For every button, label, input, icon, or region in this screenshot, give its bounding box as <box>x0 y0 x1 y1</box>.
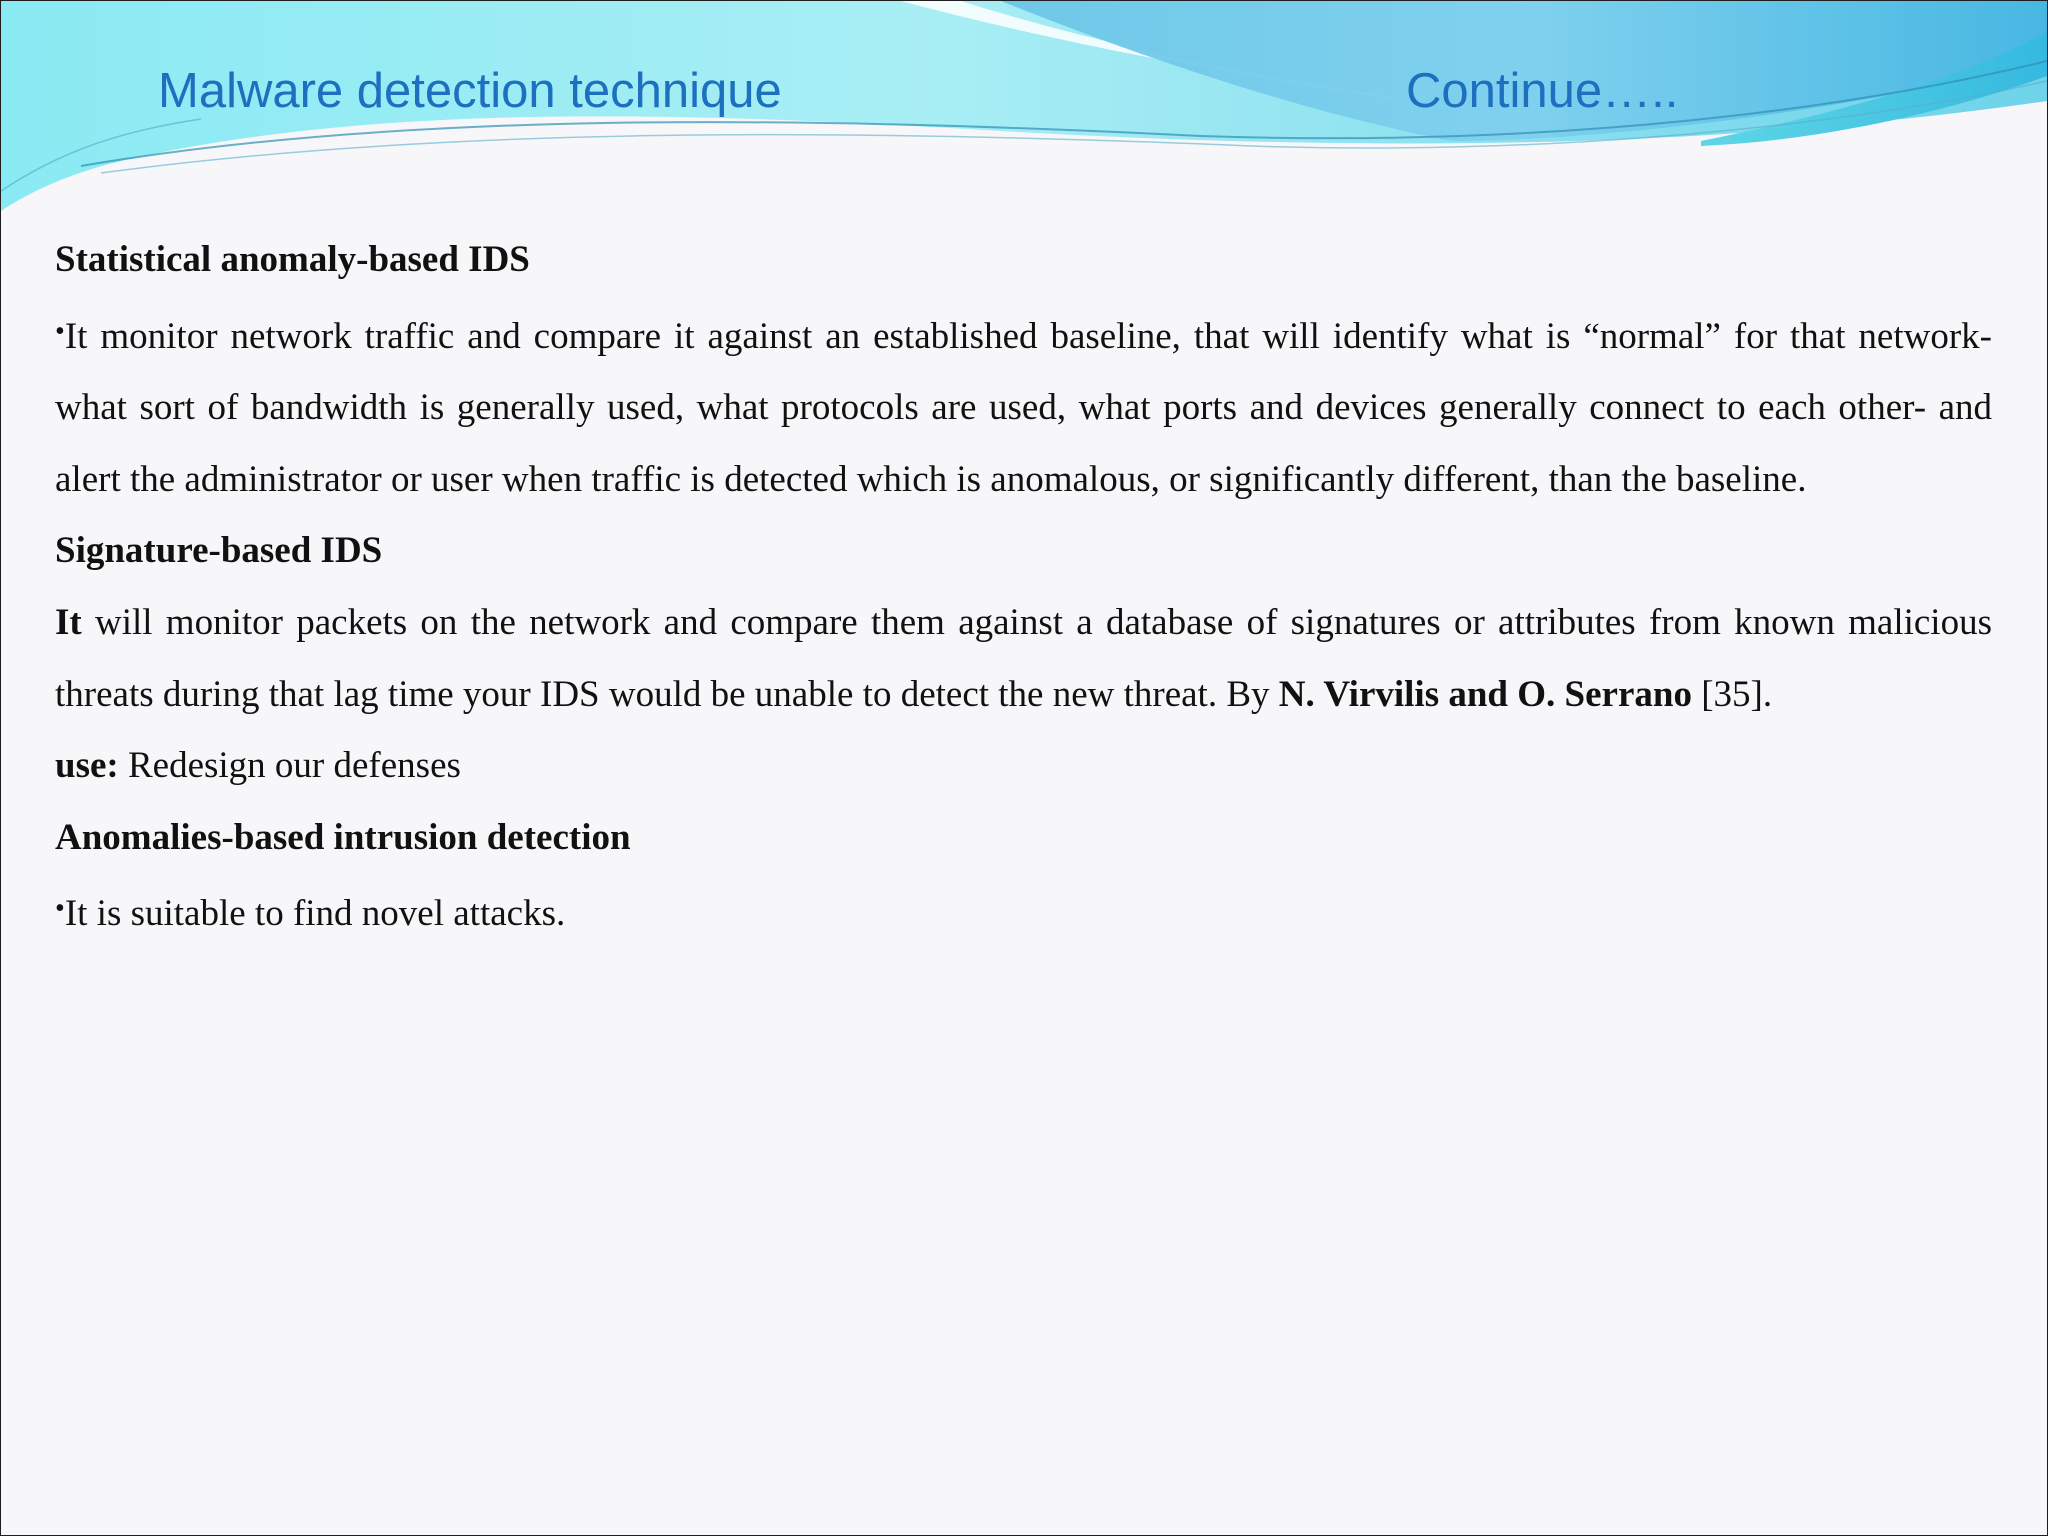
anomalies-text: It is suitable to find novel attacks. <box>64 893 566 935</box>
signature-citation: [35]. <box>1691 673 1773 715</box>
signature-ids-paragraph <box>55 587 1992 730</box>
header-wave-decoration <box>1 1 2047 241</box>
page-title: Malware detection technique <box>158 64 782 118</box>
statistical-ids-paragraph <box>55 296 1992 516</box>
continue-label: Continue….. <box>1406 64 1679 118</box>
anomalies-heading: Anomalies-based intrusion detection <box>55 816 631 858</box>
anomalies-paragraph <box>55 873 1992 950</box>
statistical-ids-heading: Statistical anomaly-based IDS <box>55 239 530 280</box>
bullet-icon: • <box>55 315 65 347</box>
slide-body <box>55 224 1992 950</box>
use-text: Redesign our defenses <box>118 745 461 787</box>
signature-text: will monitor packets on the network and compare them against a database of signatures or attributes from known malicious threats during that lag time your IDS would be unable to detect the new threat. By <box>55 601 1992 715</box>
use-line <box>55 730 1992 802</box>
signature-ids-heading: Signature-based IDS <box>55 530 383 572</box>
statistical-ids-text: It monitor network traffic and compare it against an established baseline, that will identify what is “normal” for that network- what sort of bandwidth is generally used, what protocols are used, what ports and devices generally connect to each other- and alert the administrator or user when traffic is detected which is anomalous, or significantly different, than the baseline. <box>55 315 1992 500</box>
bullet-icon: • <box>55 893 65 925</box>
use-label: use: <box>55 745 119 787</box>
signature-authors: N. Virvilis and O. Serrano <box>1278 673 1692 715</box>
signature-lead: It <box>55 601 82 643</box>
